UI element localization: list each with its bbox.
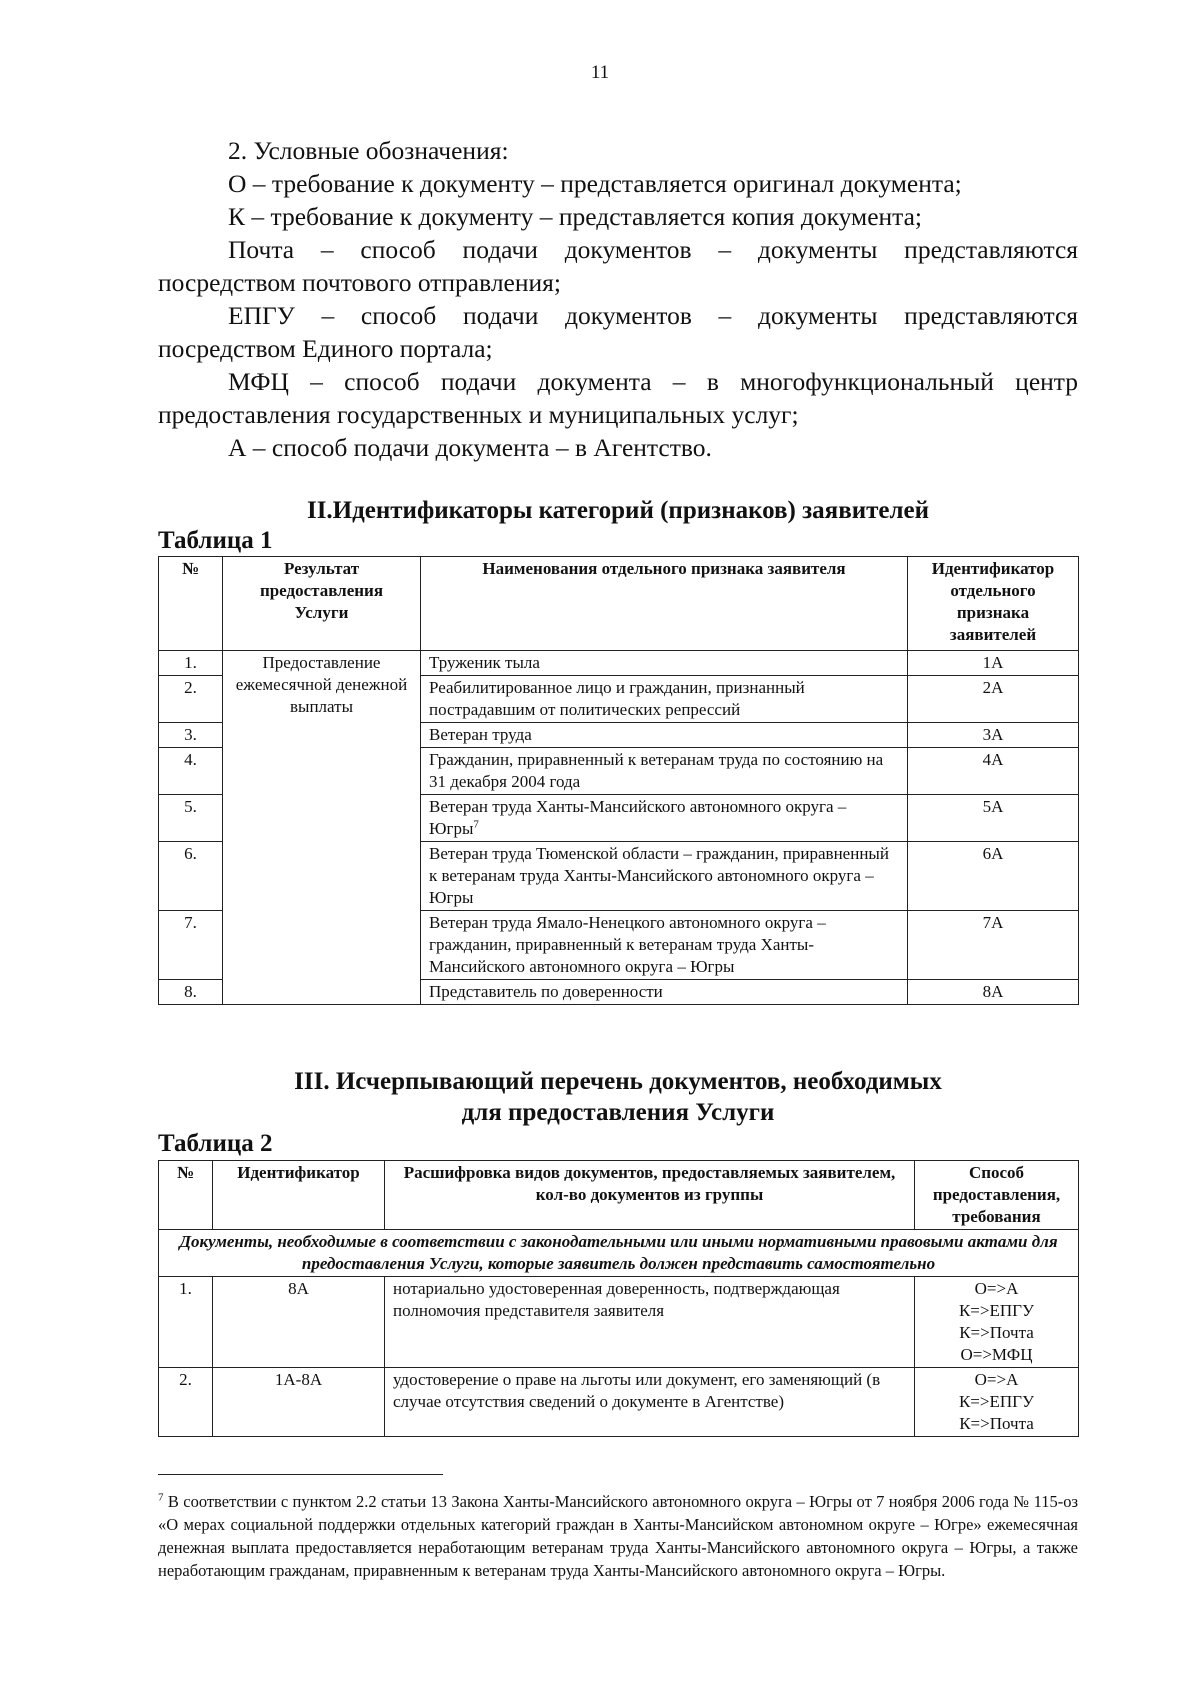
footnote: [158, 1490, 1078, 1582]
section3-heading-line: III. Исчерпывающий перечень документов, необходимых: [294, 1068, 942, 1095]
row-number: 6.: [159, 842, 223, 911]
table1-header-cell: Наименования отдельного признака заявителя: [421, 557, 908, 651]
document-description: нотариально удостоверенная доверенность, подтверждающая полномочия представителя заявителя: [385, 1277, 915, 1368]
applicant-category: Ветеран труда: [421, 723, 908, 748]
page-number: 11: [590, 62, 610, 83]
row-number: 3.: [159, 723, 223, 748]
submission-method: К=>ЕПГУ: [958, 1392, 1035, 1411]
table1: [158, 556, 1079, 1005]
section-row-text: Документы, необходимые в соответствии с законодательными или иными нормативными правовыми актами для предоставления Услуги, которые заявитель должен представить самостоятельно: [159, 1230, 1079, 1277]
row-number: 8.: [159, 980, 223, 1005]
footnote-separator: [158, 1474, 443, 1475]
legend-line: К – требование к документу – представляется копия документа;: [228, 202, 923, 231]
table2-header-cell: Расшифровка видов документов, предоставляемых заявителем, кол-во документов из группы: [385, 1161, 915, 1230]
table2-header-cell: Способ предоставления, требования: [915, 1161, 1079, 1230]
table2-header-row: [159, 1161, 1079, 1230]
legend-line: Почта – способ подачи документов – документы представляются посредством почтового отправления;: [158, 235, 1078, 297]
category-identifier: 1А: [908, 651, 1079, 676]
table2-caption: Таблица 2: [158, 1130, 273, 1157]
document-identifier: 8А: [213, 1277, 385, 1368]
category-identifier: 2А: [908, 676, 1079, 723]
table-row: [159, 1368, 1079, 1437]
row-number: 2.: [159, 676, 223, 723]
table2-section-row: [159, 1230, 1079, 1277]
table1-header-row: [159, 557, 1079, 651]
submission-method: О=>А: [974, 1279, 1019, 1298]
submission-methods: [915, 1368, 1079, 1437]
submission-method: К=>Почта: [959, 1323, 1034, 1342]
category-identifier: 3А: [908, 723, 1079, 748]
category-identifier: 6А: [908, 842, 1079, 911]
legend-title: 2. Условные обозначения:: [228, 136, 509, 165]
submission-method: К=>ЕПГУ: [958, 1301, 1035, 1320]
applicant-category: Труженик тыла: [421, 651, 908, 676]
applicant-category: [421, 795, 908, 842]
table1-header-cell: №: [159, 557, 223, 651]
submission-method: О=>А: [974, 1370, 1019, 1389]
document-identifier: 1А-8А: [213, 1368, 385, 1437]
category-identifier: 8А: [908, 980, 1079, 1005]
applicant-category: Ветеран труда Ямало-Ненецкого автономного округа – гражданин, приравненный к ветеранам труда Ханты-Мансийского автономного округа – Югры: [421, 911, 908, 980]
table-row: [159, 651, 1079, 676]
table1-caption: Таблица 1: [158, 527, 273, 554]
footnote-ref: 7: [473, 818, 479, 831]
row-number: 4.: [159, 748, 223, 795]
row-number: 7.: [159, 911, 223, 980]
table1-header-cell: Результат предоставления Услуги: [223, 557, 421, 651]
legend-line: О – требование к документу – представляется оригинал документа;: [228, 169, 962, 198]
legend-line: А – способ подачи документа – в Агентство.: [228, 433, 712, 462]
table-row: [159, 1277, 1079, 1368]
category-identifier: 7А: [908, 911, 1079, 980]
section2-heading: II.Идентификаторы категорий (признаков) заявителей: [306, 497, 930, 524]
row-number: 5.: [159, 795, 223, 842]
row-number: 1.: [159, 1277, 213, 1368]
table2-header-cell: Идентификатор: [213, 1161, 385, 1230]
footnote-text: В соответствии с пунктом 2.2 статьи 13 Закона Ханты-Мансийского автономного округа – Югры от 7 ноября 2006 года № 115-оз «О мерах социальной поддержки отдельных категорий граждан в Ханты-Мансийском автономном округе – Югре» ежемесячная денежная выплата предоставляется неработающим ветеранам труда Ханты-Мансийского автономного округа – Югры, а также неработающим гражданам, приравненным к ветеранам труда Ханты-Мансийского автономного округа – Югры.: [158, 1492, 1079, 1580]
table2: [158, 1160, 1079, 1437]
result-cell: Предоставление ежемесячной денежной выплаты: [223, 651, 421, 1005]
legend-line: МФЦ – способ подачи документа – в многофункциональный центр предоставления государственных и муниципальных услуг;: [158, 367, 1078, 429]
category-identifier: 5А: [908, 795, 1079, 842]
section3-heading: [158, 1066, 1078, 1128]
submission-methods: [915, 1277, 1079, 1368]
applicant-category-text: Ветеран труда Ханты-Мансийского автономного округа – Югры: [429, 797, 847, 838]
document-description: удостоверение о праве на льготы или документ, его заменяющий (в случае отсутствия сведений о документе в Агентстве): [385, 1368, 915, 1437]
submission-method: О=>МФЦ: [960, 1345, 1033, 1364]
submission-method: К=>Почта: [959, 1414, 1034, 1433]
applicant-category: Гражданин, приравненный к ветеранам труда по состоянию на 31 декабря 2004 года: [421, 748, 908, 795]
table2-header-cell: №: [159, 1161, 213, 1230]
table1-header-cell: Идентификатор отдельного признака заявителей: [908, 557, 1079, 651]
applicant-category: Реабилитированное лицо и гражданин, признанный пострадавшим от политических репрессий: [421, 676, 908, 723]
applicant-category: Ветеран труда Тюменской области – гражданин, приравненный к ветеранам труда Ханты-Мансийского автономного округа – Югры: [421, 842, 908, 911]
row-number: 1.: [159, 651, 223, 676]
category-identifier: 4А: [908, 748, 1079, 795]
row-number: 2.: [159, 1368, 213, 1437]
legend-line: ЕПГУ – способ подачи документов – документы представляются посредством Единого портала;: [158, 301, 1078, 363]
applicant-category: Представитель по доверенности: [421, 980, 908, 1005]
legend-block: [158, 134, 1078, 464]
section3-heading-line: для предоставления Услуги: [461, 1099, 775, 1126]
footnote-mark: 7: [158, 1491, 164, 1504]
